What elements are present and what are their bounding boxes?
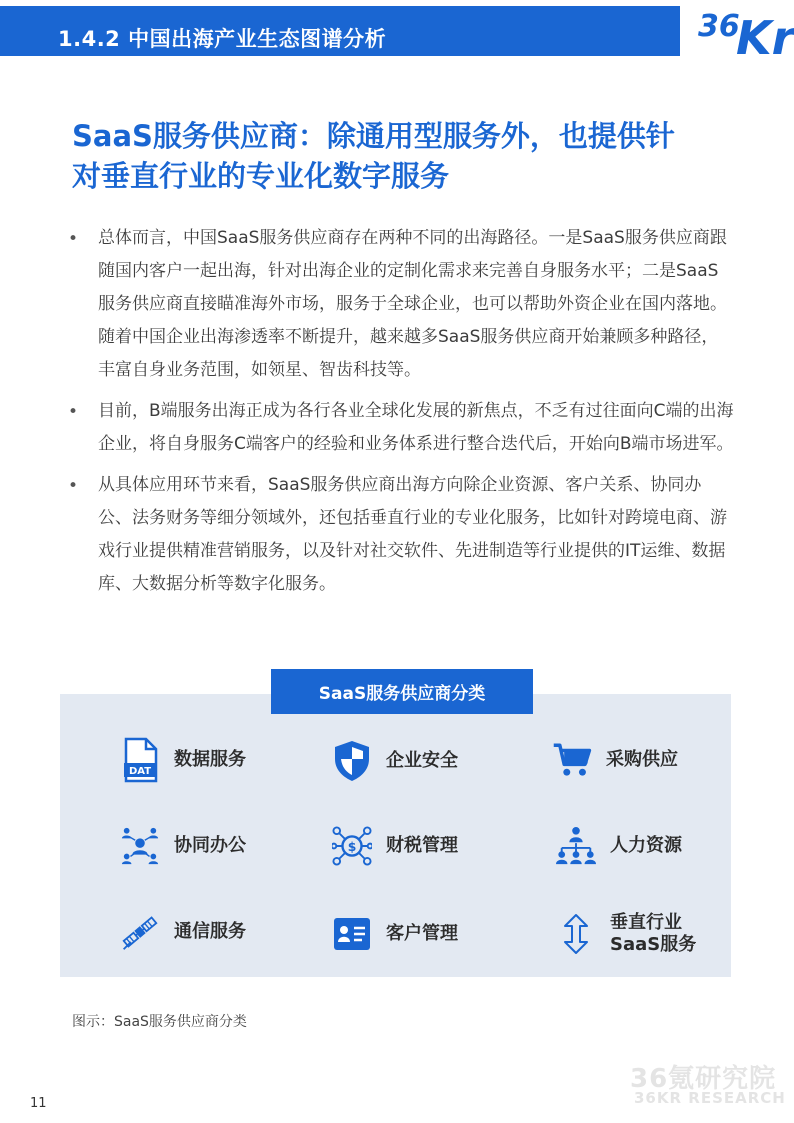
team-network-icon — [120, 826, 160, 866]
data-file-icon — [120, 740, 160, 780]
category-customer-management — [332, 914, 458, 954]
page-number: 11 — [30, 1096, 47, 1111]
watermark-en: 36KR RESEARCH — [634, 1089, 786, 1107]
figure-caption: 图示：SaaS服务供应商分类 — [72, 1014, 247, 1030]
category-finance-tax — [332, 826, 458, 866]
category-label: 企业安全 — [386, 750, 458, 771]
headline-line-1: SaaS服务供应商：除通用型服务外，也提供针 — [72, 119, 675, 153]
category-communication — [120, 912, 246, 952]
category-label-line-2: SaaS服务 — [610, 934, 697, 955]
bullet-icon: • — [68, 402, 79, 422]
list-item — [62, 469, 734, 601]
panel-title: SaaS服务供应商分类 — [271, 669, 533, 714]
bullet-icon: • — [68, 476, 79, 496]
cart-icon — [552, 740, 592, 780]
category-label: 采购供应 — [606, 749, 678, 770]
category-label: 财税管理 — [386, 835, 458, 856]
finance-network-icon — [332, 826, 372, 866]
category-label — [610, 912, 696, 956]
svg-text:$: $ — [347, 839, 357, 854]
category-data-services — [120, 740, 246, 780]
org-chart-icon — [556, 826, 596, 866]
category-label: 人力资源 — [610, 835, 682, 856]
category-label: 协同办公 — [174, 835, 246, 856]
bullet-icon: • — [68, 229, 79, 249]
svg-text:36: 36 — [698, 9, 740, 44]
category-collaboration — [120, 826, 246, 866]
svg-text:Kr: Kr — [736, 11, 794, 56]
category-vertical-saas — [556, 912, 696, 956]
list-item — [62, 395, 734, 461]
category-procurement — [552, 740, 678, 780]
contact-card-icon — [332, 914, 372, 954]
vertical-arrows-icon — [556, 914, 596, 954]
watermark-cn: 36氪研究院 — [630, 1064, 777, 1094]
category-enterprise-security — [332, 741, 458, 781]
bullet-text: 总体而言，中国SaaS服务供应商存在两种不同的出海路径。一是SaaS服务供应商跟随国内客户一起出海，针对出海企业的定制化需求来完善自身服务水平；二是SaaS服务供应商直接瞄准海外市场，服务于全球企业，也可以帮助外资企业在国内落地。随着中国企业出海渗透率不断提升，越来越多SaaS服务供应商开始兼顾多种路径，丰富自身业务范围，如领星、智齿科技等。 — [98, 228, 727, 380]
list-item — [62, 222, 734, 387]
category-label-line-1: 垂直行业 — [610, 912, 682, 933]
category-hr — [556, 826, 682, 866]
headline-line-2: 对垂直行业的专业化数字服务 — [72, 159, 450, 193]
satellite-icon — [120, 912, 160, 952]
page-headline — [72, 116, 752, 196]
bullet-text: 从具体应用环节来看，SaaS服务供应商出海方向除企业资源、客户关系、协同办公、法务财务等细分领域外，还包括垂直行业的专业化服务，比如针对跨境电商、游戏行业提供精准营销服务，以及针对社交软件、先进制造等行业提供的IT运维、数据库、大数据分析等数字化服务。 — [98, 475, 727, 594]
category-label: 通信服务 — [174, 921, 246, 942]
bullet-list — [62, 222, 734, 609]
36kr-logo — [696, 0, 794, 56]
shield-icon — [332, 741, 372, 781]
dat-label: DAT — [128, 766, 152, 777]
category-label: 数据服务 — [174, 749, 246, 770]
header-bar — [0, 6, 680, 56]
category-label: 客户管理 — [386, 923, 458, 944]
section-title: 1.4.2 中国出海产业生态图谱分析 — [58, 27, 387, 51]
bullet-text: 目前，B端服务出海正成为各行各业全球化发展的新焦点，不乏有过往面向C端的出海企业，将自身服务C端客户的经验和业务体系进行整合迭代后，开始向B端市场进军。 — [98, 401, 734, 454]
